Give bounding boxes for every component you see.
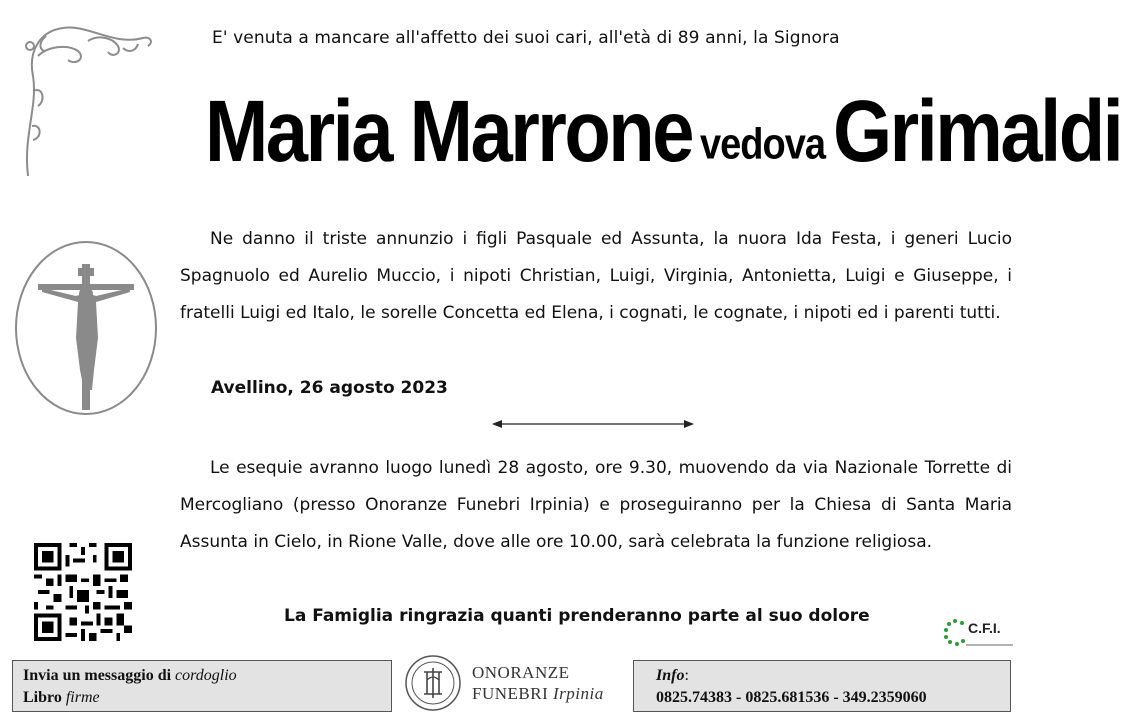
cfi-logo-text: C.F.I. [968,620,1001,636]
intro-text: E' venuta a mancare all'affetto dei suoi cari, all'età di 89 anni, la Signora [212,28,840,48]
info-box [633,660,1011,712]
funeral-home-line1: ONORANZE [472,663,570,682]
name-connector: vedova [700,120,825,170]
condolence-link[interactable]: Invia un messaggio di cordoglio [23,667,237,684]
deceased-name [205,82,1121,181]
funeral-paragraph [180,450,1012,561]
deceased-first-name: Maria Marrone [205,82,692,181]
corner-ornament-icon [18,16,158,186]
condolence-italic: cordoglio [175,667,237,684]
funeral-home-name [472,662,604,704]
announcement-text: Ne danno il triste annunzio i figli Pasquale ed Assunta, la nuora Ida Festa, i generi Lucio Spagnuolo ed Aurelio Muccio, i nipoti Christian, Luigi, Virginia, Antonietta, Luigi e Giuseppe, i fratelli Luigi ed Italo, le sorelle Concetta ed Elena, i cognati, le cognate, i nipoti ed i parenti tutti. [180,229,1012,323]
info-phones[interactable]: 0825.74383 - 0825.681536 - 349.2359060 [656,689,927,706]
qr-code-icon[interactable] [34,543,132,641]
condolence-box[interactable] [12,660,392,712]
thanks-text: La Famiglia ringrazia quanti prenderanno parte al suo dolore [284,606,870,626]
info-label: Info: [656,667,689,684]
funeral-text: Le esequie avranno luogo lunedì 28 agosto, ore 9.30, muovendo da via Nazionale Torrette di Mercogliano (presso Onoranze Funebri Irpinia) e proseguiranno per la Chiesa di Santa Maria Assunta in Cielo, in Rione Valle, dove alle ore 10.00, sarà celebrata la funzione religiosa. [180,458,1012,552]
deceased-last-name: Grimaldi [832,82,1121,181]
funeral-home-line2: FUNEBRI Irpinia [472,684,604,703]
funeral-home-logo-icon [404,650,462,716]
announcement-paragraph [180,221,1012,332]
place-date: Avellino, 26 agosto 2023 [211,378,448,398]
crucifix-icon [14,240,158,416]
guestbook-link[interactable]: Libro firme [23,689,100,706]
divider-arrow-icon [490,415,696,433]
guestbook-italic: firme [65,689,100,706]
